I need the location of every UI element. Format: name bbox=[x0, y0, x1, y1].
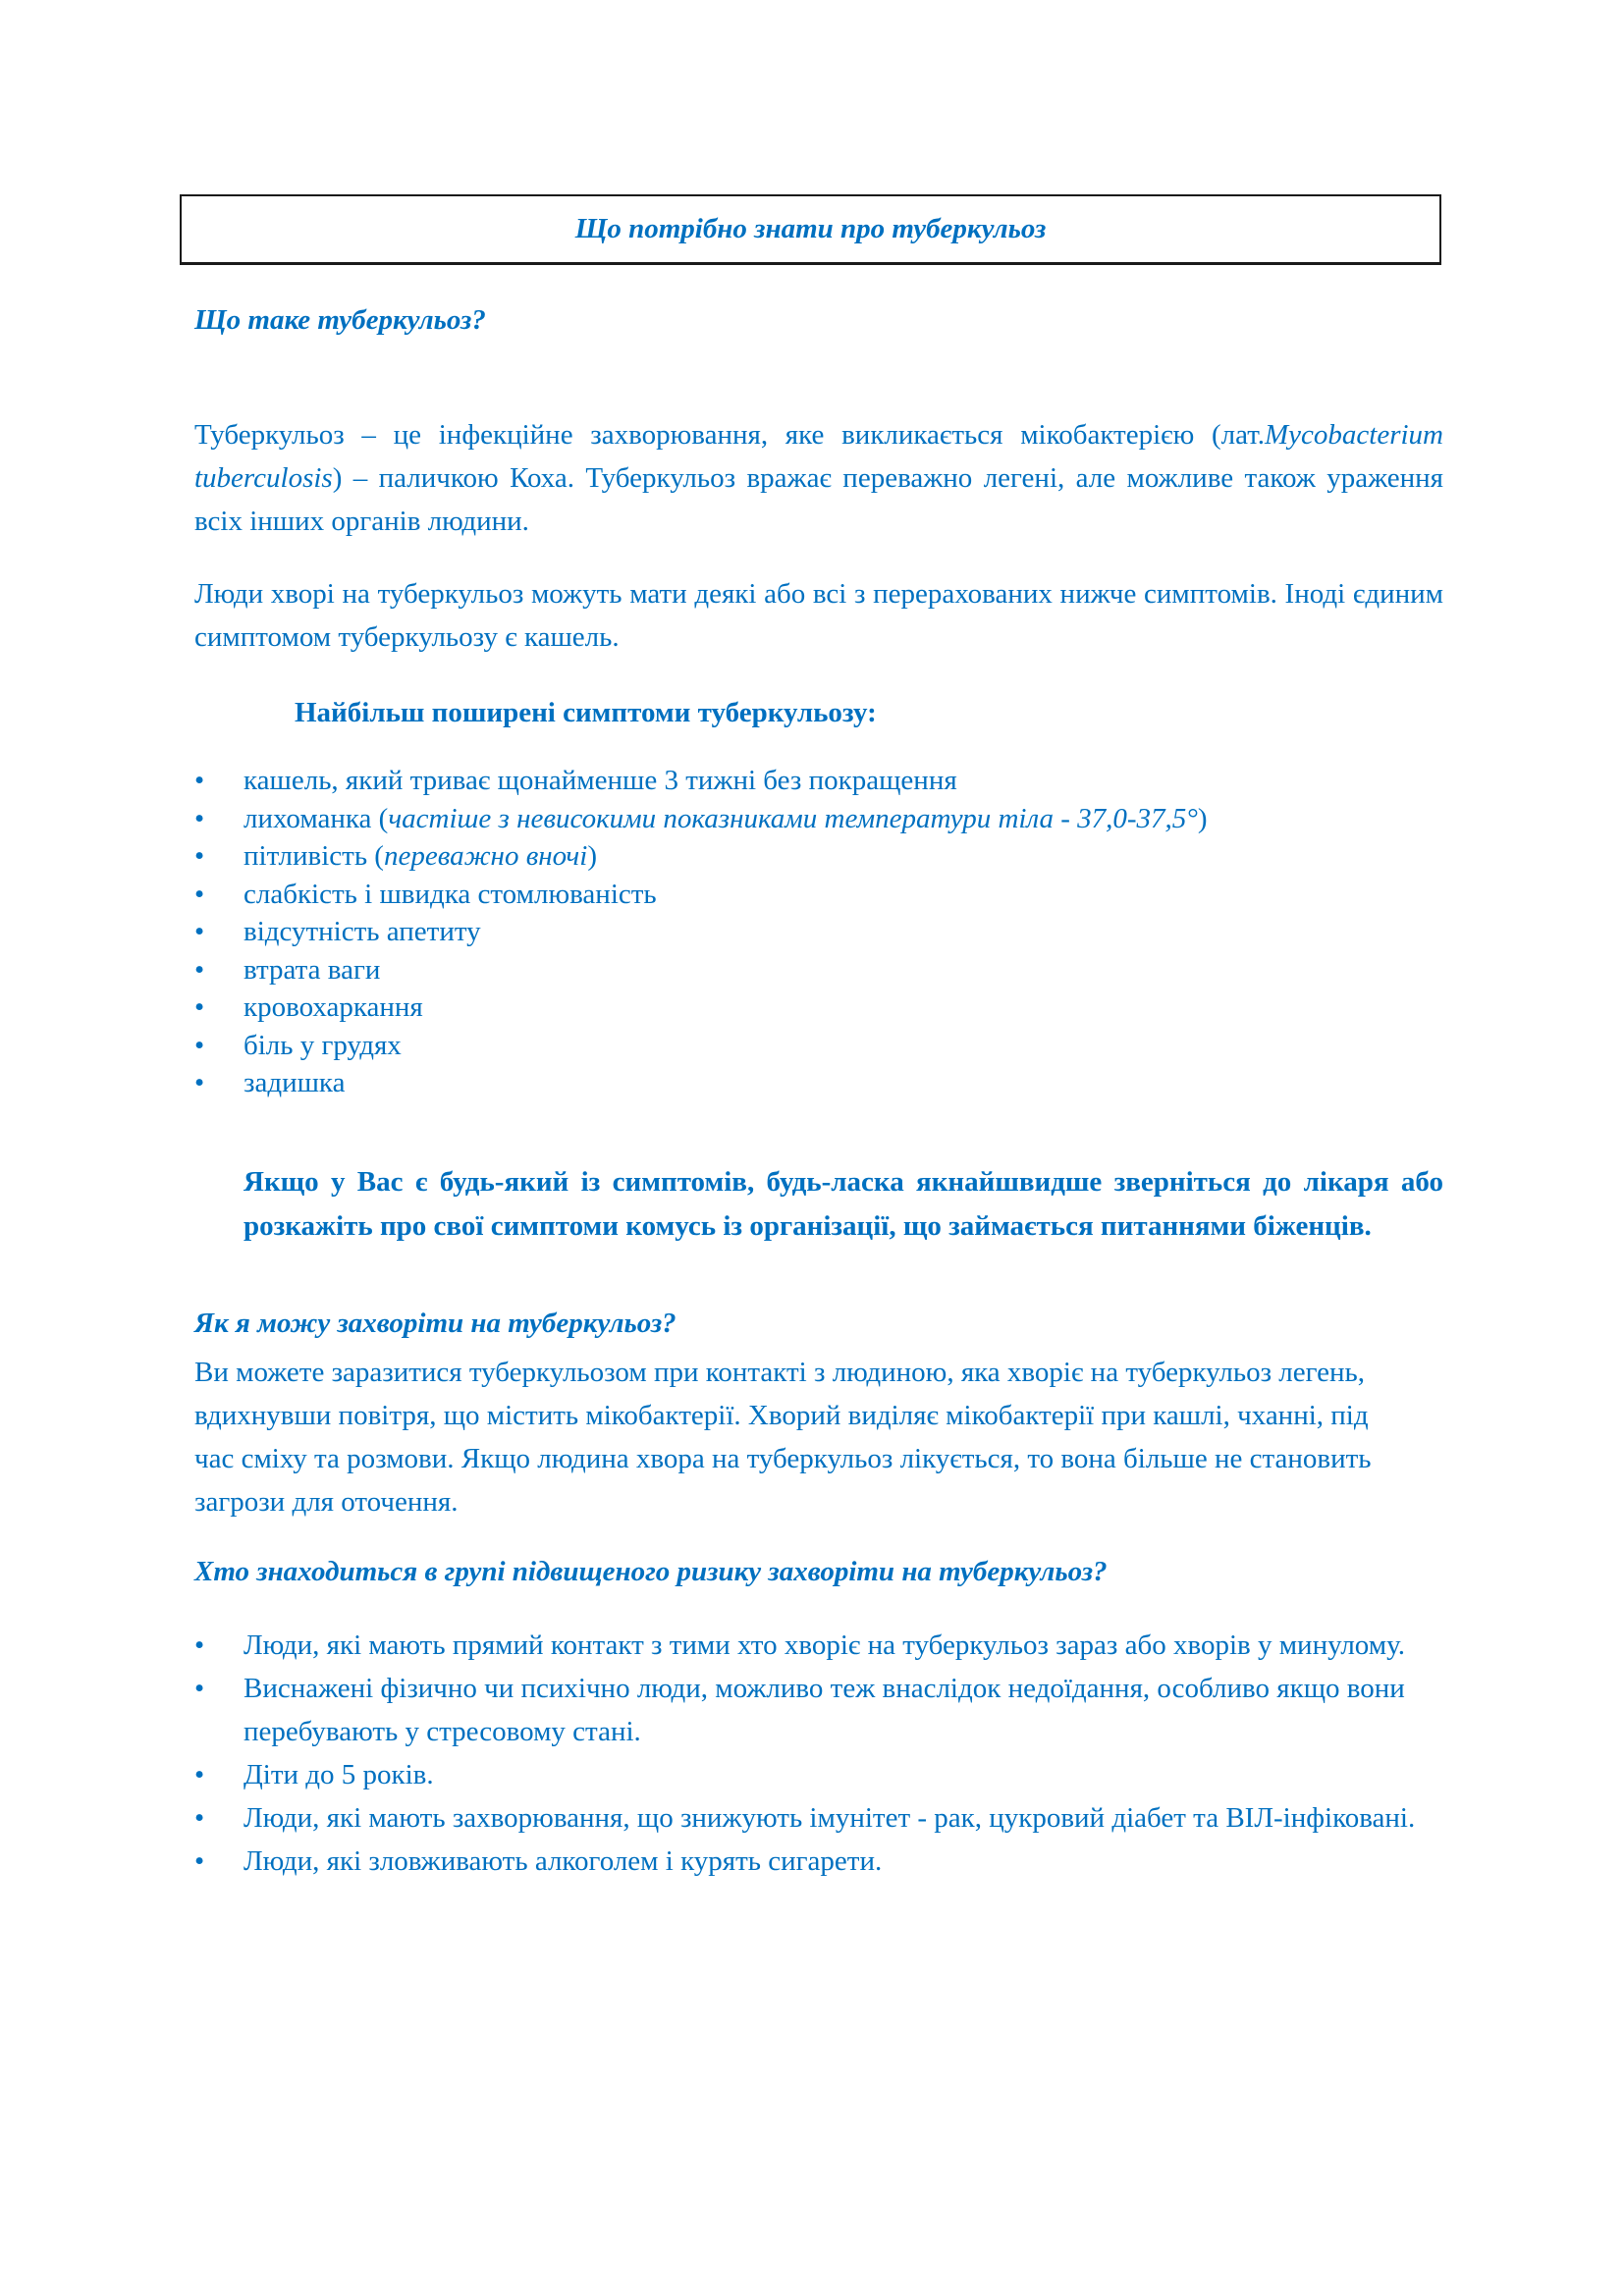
transmission-paragraph: Ви можете заразитися туберкульозом при контакті з людиною, яка хворіє на туберкульоз легень, вдихнувши повітря, що містить мікобактерії. Хворий виділяє мікобактерії при кашлі, чханні, під час сміху та розмови. Якщо людина хвора на туберкульоз лікується, то вона більше не становить загрози для оточення. bbox=[194, 1357, 1372, 1518]
doctor-callout: Якщо у Вас є будь-який із симптомів, будь-ласка якнайшвидше зверніться до лікаря або розкажіть про свої симптоми комусь із організації, що займається питаннями біженців. bbox=[244, 1166, 1443, 1242]
bullet-icon: • bbox=[194, 878, 205, 910]
intro-paragraph bbox=[194, 413, 1443, 543]
list-item: • Люди, які мають захворювання, що знижують імунітет - рак, цукровий діабет та ВІЛ-інфіковані. bbox=[194, 1796, 1443, 1840]
list-item: • лихоманка (частіше з невисокими показниками температури тіла - 37,0-37,5°) bbox=[194, 800, 1443, 838]
bullet-icon: • bbox=[194, 1802, 205, 1834]
risk-group-list bbox=[194, 1624, 1443, 1883]
section-heading-how-infected: Як я можу захворіти на туберкульоз? bbox=[194, 1308, 677, 1339]
bullet-icon: • bbox=[194, 953, 205, 986]
list-item: • кровохаркання bbox=[194, 988, 1443, 1027]
bullet-icon: • bbox=[194, 1067, 205, 1098]
list-item: • біль у грудях bbox=[194, 1027, 1443, 1065]
list-item: • задишка bbox=[194, 1064, 1443, 1102]
bullet-icon: • bbox=[194, 802, 205, 834]
list-item: • відсутність апетиту bbox=[194, 913, 1443, 951]
bullet-icon: • bbox=[194, 840, 205, 872]
bullet-icon: • bbox=[194, 1845, 205, 1877]
bullet-icon: • bbox=[194, 1629, 205, 1661]
list-item: • пітливість (переважно вночі) bbox=[194, 837, 1443, 876]
bullet-icon: • bbox=[194, 991, 205, 1023]
bullet-icon: • bbox=[194, 1029, 205, 1061]
symptoms-heading: Найбільш поширені симптоми туберкульозу: bbox=[295, 697, 877, 728]
list-item: • Люди, які мають прямий контакт з тими хто хворіє на туберкульоз зараз або хворів у минулому. bbox=[194, 1624, 1443, 1667]
symptoms-list bbox=[194, 762, 1443, 1102]
bullet-icon: • bbox=[194, 1759, 205, 1790]
intro-text-after: ) – паличкою Коха. Туберкульоз вражає переважно легені, але можливе також ураження всіх інших органів людини. bbox=[194, 462, 1443, 537]
intro-text-before: Туберкульоз – це інфекційне захворювання, яке викликається мікобактерією (лат. bbox=[194, 419, 1265, 451]
list-item: • Виснажені фізично чи психічно люди, можливо теж внаслідок недоїдання, особливо якщо вони перебувають у стресовому стані. bbox=[194, 1667, 1443, 1753]
bullet-icon: • bbox=[194, 916, 205, 947]
list-item: • втрата ваги bbox=[194, 951, 1443, 989]
section-heading-what-is-tb: Що таке туберкульоз? bbox=[194, 304, 486, 336]
latin-name: Mycobacterium tuberculosis bbox=[194, 419, 1443, 494]
title-box bbox=[180, 194, 1441, 265]
bullet-icon: • bbox=[194, 765, 205, 796]
bullet-icon: • bbox=[194, 1673, 205, 1704]
section-heading-risk-group: Хто знаходиться в групі підвищеного ризику захворіти на туберкульоз? bbox=[194, 1556, 1108, 1587]
document-title: Що потрібно знати про туберкульоз bbox=[574, 213, 1047, 244]
list-item: • слабкість і швидка стомлюваність bbox=[194, 876, 1443, 914]
list-item: • Люди, які зловживають алкоголем і курять сигарети. bbox=[194, 1840, 1443, 1883]
symptoms-intro-paragraph: Люди хворі на туберкульоз можуть мати деякі або всі з перерахованих нижче симптомів. Іноді єдиним симптомом туберкульозу є кашель. bbox=[194, 578, 1443, 653]
list-item: • Діти до 5 років. bbox=[194, 1753, 1443, 1796]
list-item: • кашель, який триває щонайменше 3 тижні без покращення bbox=[194, 762, 1443, 800]
